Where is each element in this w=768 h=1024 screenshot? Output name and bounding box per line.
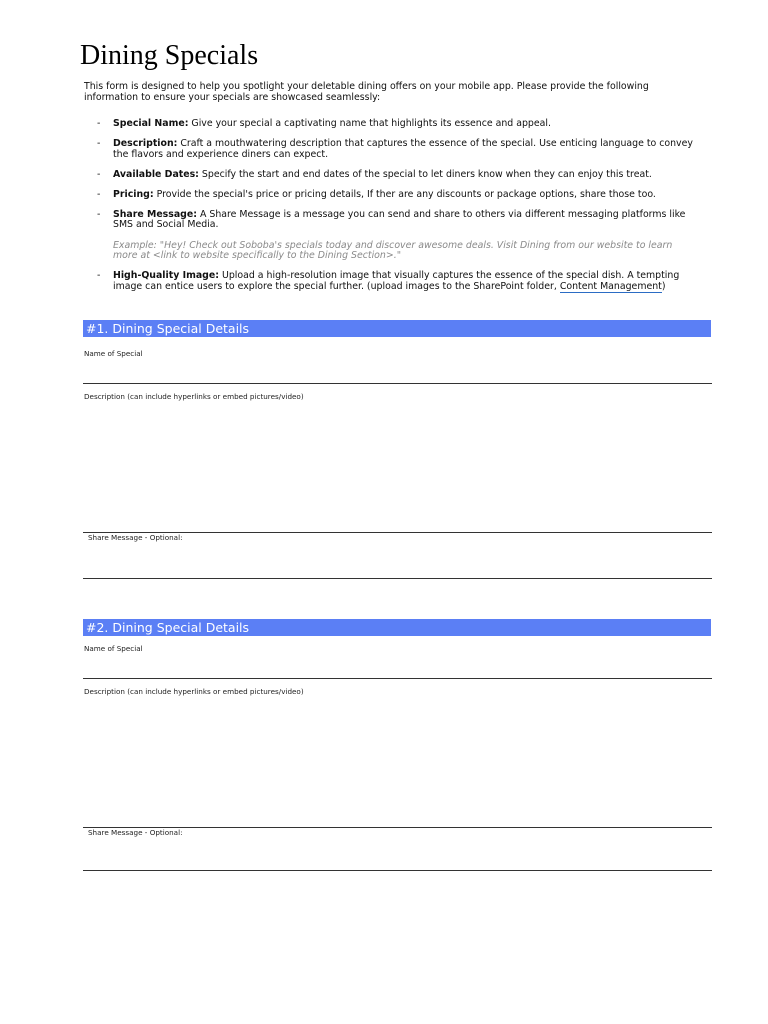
guideline-term: Special Name: <box>113 118 189 129</box>
description-label: Description (can include hyperlinks or embed pictures/video) <box>84 687 304 696</box>
guideline-term: Pricing: <box>113 188 154 200</box>
name-of-special-field[interactable] <box>83 383 712 384</box>
bullet-dash: - <box>97 188 101 200</box>
guideline-text-end: ) <box>661 280 666 292</box>
guideline-term: Description: <box>113 138 178 149</box>
guideline-term: Available Dates: <box>113 168 199 180</box>
guidelines-list <box>97 119 697 302</box>
guideline-text: Provide the special's price or pricing details, If ther are any discounts or package options, share those too. <box>153 188 656 200</box>
list-item <box>97 170 697 181</box>
content-management-link[interactable]: Content Management <box>559 280 662 292</box>
guideline-term: High-Quality Image: <box>113 270 219 281</box>
list-item <box>97 139 697 160</box>
bullet-dash: - <box>97 168 101 180</box>
list-item <box>97 190 697 201</box>
name-of-special-field[interactable] <box>83 678 712 679</box>
list-item <box>97 210 697 262</box>
share-message-label: Share Message - Optional: <box>88 828 183 837</box>
bullet-dash: - <box>97 270 101 281</box>
guideline-text: Craft a mouthwatering description that captures the essence of the special. Use enticing language to convey the flavors and experience diners can expect. <box>113 138 693 160</box>
bullet-dash: - <box>97 208 101 220</box>
bullet-dash: - <box>97 138 101 149</box>
guideline-text: Upload a high-resolution image that visually captures the essence of the special dish. A tempting image can entice users to explore the special further. (upload images to the SharePoint folder, <box>113 270 680 292</box>
name-of-special-label: Name of Special <box>84 644 143 653</box>
share-message-label: Share Message - Optional: <box>88 533 183 542</box>
section-1-heading: #1. Dining Special Details <box>83 320 711 337</box>
description-label: Description (can include hyperlinks or embed pictures/video) <box>84 392 304 401</box>
bullet-dash: - <box>97 118 101 129</box>
guideline-text: Give your special a captivating name that highlights its essence and appeal. <box>188 118 551 129</box>
share-message-field[interactable] <box>83 870 712 871</box>
page-title: Dining Specials <box>80 40 259 71</box>
share-message-example: Example: "Hey! Check out Soboba's specials today and discover awesome deals. Visit Dining from our website to learn more at <link to website specifically to the Dining Section>." <box>113 239 673 261</box>
name-of-special-label: Name of Special <box>84 349 143 358</box>
intro-paragraph: This form is designed to help you spotlight your deletable dining offers on your mobile app. Please provide the following information to ensure your specials are showcased seamlessly: <box>84 81 649 103</box>
share-message-field[interactable] <box>83 578 712 579</box>
guideline-term: Share Message: <box>113 208 197 220</box>
list-item <box>97 119 697 130</box>
guideline-text: A Share Message is a message you can send and share to others via different messaging platforms like SMS and Social Media. <box>113 208 686 230</box>
section-2-heading: #2. Dining Special Details <box>83 619 711 636</box>
guideline-text: Specify the start and end dates of the special to let diners know when they can enjoy this treat. <box>198 168 652 180</box>
list-item <box>97 271 697 292</box>
